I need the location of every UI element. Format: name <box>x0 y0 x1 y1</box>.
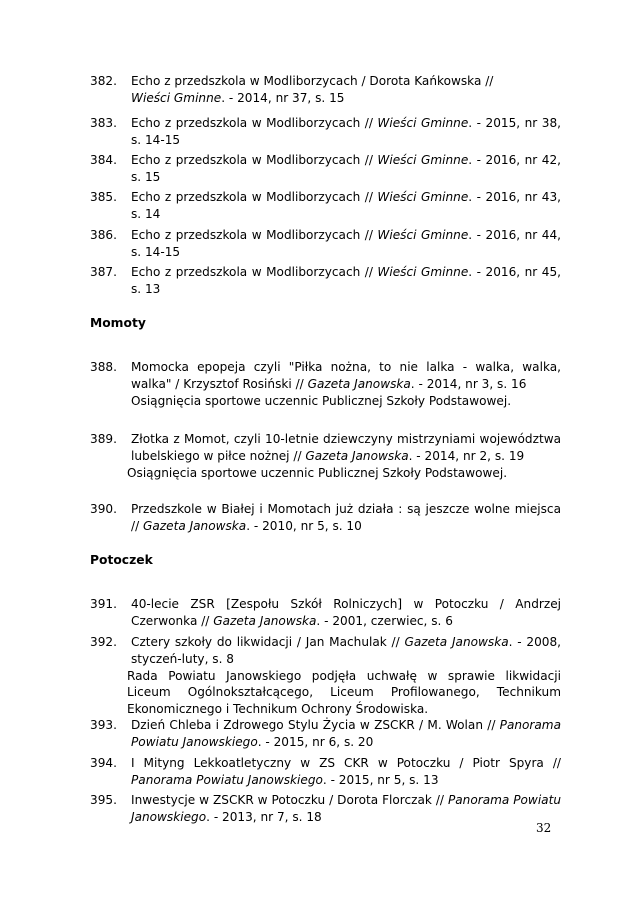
bibliography-entry <box>90 431 561 481</box>
bibliography-entry <box>90 115 561 149</box>
journal-title: Wieści Gminne <box>377 190 469 204</box>
bibliography-entry <box>90 264 561 298</box>
entry-number: 390. <box>90 502 117 516</box>
bibliography-entry <box>90 359 561 409</box>
journal-title: Panorama Powiatu Janowskiego <box>131 772 323 787</box>
entry-note: Osiągnięcia sportowe uczennic Publicznej Szkoły Podstawowej. <box>127 465 508 480</box>
entry-text: Przedszkole w Białej i Momotach już działa : są jeszcze wolne miejsca // Gazeta Janowska. - 2010, nr 5, s. 10 <box>131 502 561 533</box>
entry-text: Echo z przedszkola w Modliborzycach // Wieści Gminne. - 2016, nr 44, s. 14-15 <box>131 228 561 259</box>
entry-number: 382. <box>90 74 117 88</box>
entry-text: I Mityng Lekkoatletyczny w ZS CKR w Potoczku / Piotr Spyra // Panorama Powiatu Janowskiego. - 2015, nr 5, s. 13 <box>131 756 561 787</box>
journal-title: Wieści Gminne <box>377 228 469 242</box>
entry-number: 392. <box>90 635 117 649</box>
journal-title: Wieści Gminne <box>131 90 222 105</box>
journal-title: Gazeta Janowska <box>213 613 317 628</box>
entry-number: 387. <box>90 265 117 279</box>
entry-text: Echo z przedszkola w Modliborzycach // Wieści Gminne. - 2015, nr 38, s. 14-15 <box>131 116 561 147</box>
entry-text: Dzień Chleba i Zdrowego Stylu Życia w ZSCKR / M. Wolan // Panorama Powiatu Janowskiego. - 2015, nr 6, s. 20 <box>131 718 561 749</box>
entry-number: 394. <box>90 756 117 770</box>
section-heading-potoczek: Potoczek <box>90 553 153 567</box>
entry-number: 386. <box>90 228 117 242</box>
entry-note: Osiągnięcia sportowe uczennic Publicznej Szkoły Podstawowej. <box>131 393 512 408</box>
entry-number: 384. <box>90 153 117 167</box>
entry-text: Echo z przedszkola w Modliborzycach / Dorota Kańkowska // Wieści Gminne. - 2014, nr 37, s. 15 <box>131 74 494 105</box>
bibliography-entry <box>90 227 561 261</box>
bibliography-entry <box>90 501 561 535</box>
journal-title: Gazeta Janowska <box>143 518 247 533</box>
entry-text: Echo z przedszkola w Modliborzycach // Wieści Gminne. - 2016, nr 43, s. 14 <box>131 190 561 221</box>
bibliography-entry <box>90 189 561 223</box>
page-number: 32 <box>536 821 552 835</box>
journal-title: Gazeta Janowska <box>404 635 509 649</box>
bibliography-entry <box>90 152 561 186</box>
bibliography-entry <box>90 755 561 789</box>
entry-number: 389. <box>90 432 117 446</box>
journal-title: Gazeta Janowska <box>305 448 409 463</box>
entry-text: Echo z przedszkola w Modliborzycach // Wieści Gminne. - 2016, nr 42, s. 15 <box>131 153 561 184</box>
journal-title: Wieści Gminne <box>377 153 469 167</box>
journal-title: Wieści Gminne <box>377 116 469 130</box>
bibliography-entry <box>90 717 561 751</box>
bibliography-entry <box>90 596 561 630</box>
bibliography-entry <box>90 634 561 718</box>
entry-text: 40-lecie ZSR [Zespołu Szkół Rolniczych] w Potoczku / Andrzej Czerwonka // Gazeta Janowska. - 2001, czerwiec, s. 6 <box>131 597 561 628</box>
entry-note: Rada Powiatu Janowskiego podjęła uchwałę w sprawie likwidacji Liceum Ogólnokształcącego, Liceum Profilowanego, Technikum Ekonomicznego i Technikum Ochrony Środowiska. <box>127 668 561 717</box>
entry-text: Momocka epopeja czyli "Piłka nożna, to nie lalka - walka, walka, walka" / Krzysztof Rosiński // Gazeta Janowska. - 2014, nr 3, s. 16 Osiągnięcia sportowe uczennic Publicznej Szkoły Podstawowej. <box>131 360 561 408</box>
journal-title: Gazeta Janowska <box>307 376 411 391</box>
entry-number: 393. <box>90 718 117 732</box>
entry-text: Cztery szkoły do likwidacji / Jan Machulak // Gazeta Janowska. - 2008, styczeń-luty, s. 8 Rada Powiatu Janowskiego podjęła uchwałę w sprawie likwidacji Liceum Ogólnokształcącego, Liceum Profilowanego, Technikum Ekonomicznego i Technikum Ochrony Środowiska. <box>127 635 561 717</box>
journal-title: Panorama Powiatu Janowskiego <box>131 718 561 749</box>
journal-title: Panorama Powiatu Janowskiego <box>131 793 561 824</box>
entry-number: 385. <box>90 190 117 204</box>
bibliography-entry <box>90 792 561 826</box>
entry-number: 391. <box>90 597 117 611</box>
journal-title: Wieści Gminne <box>377 265 469 279</box>
entry-number: 395. <box>90 793 117 807</box>
bibliography-entry <box>90 73 561 107</box>
entry-number: 388. <box>90 360 117 374</box>
entry-number: 383. <box>90 116 117 130</box>
entry-text: Złotka z Momot, czyli 10-letnie dziewczyny mistrzyniami województwa lubelskiego w piłce nożnej // Gazeta Janowska. - 2014, nr 2, s. 19 Osiągnięcia sportowe uczennic Publicznej Szkoły Podstawowej. <box>127 432 561 480</box>
entry-text: Inwestycje w ZSCKR w Potoczku / Dorota Florczak // Panorama Powiatu Janowskiego. - 2013, nr 7, s. 18 <box>131 793 561 824</box>
entry-text: Echo z przedszkola w Modliborzycach // Wieści Gminne. - 2016, nr 45, s. 13 <box>131 265 561 296</box>
section-heading-momoty: Momoty <box>90 316 146 330</box>
